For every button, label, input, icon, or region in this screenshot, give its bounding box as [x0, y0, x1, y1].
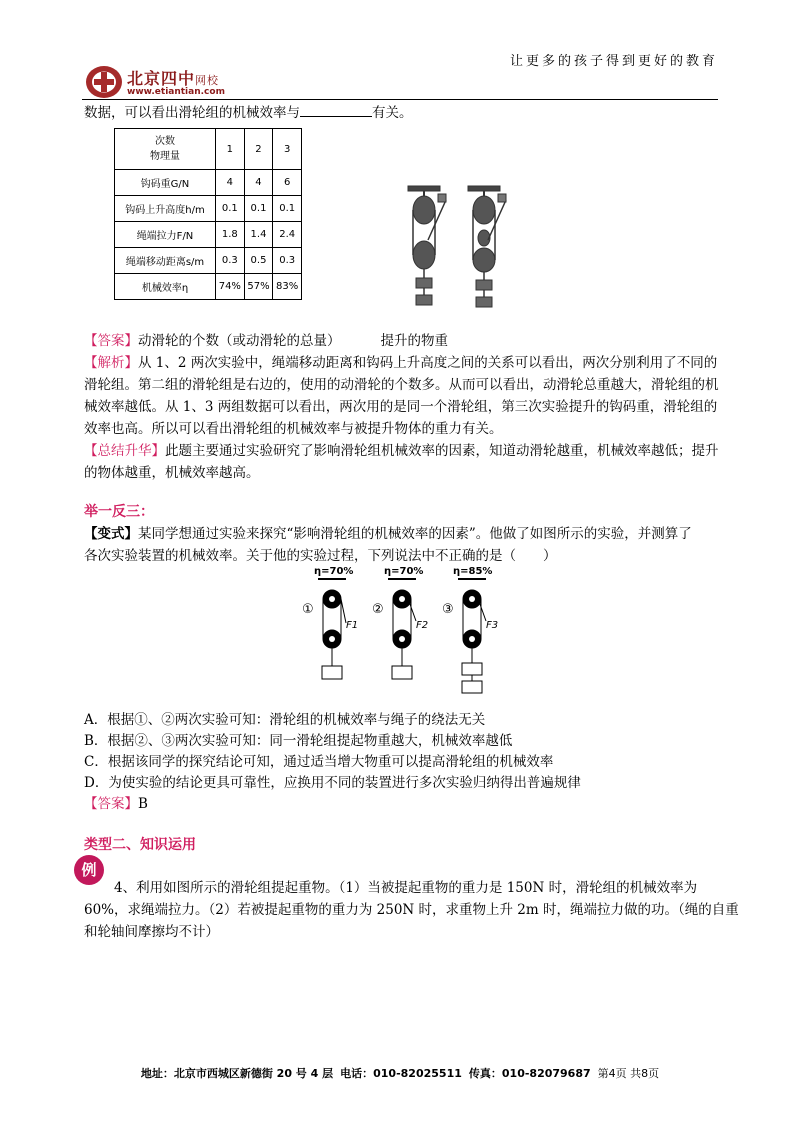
option-a: A．根据①、②两次实验可知：滑轮组的机械效率与绳子的绕法无关 — [84, 712, 486, 728]
question-4-line-3: 和轮轴间摩擦均不计） — [84, 924, 219, 940]
table-row: 钩码重G/N 4 4 6 — [115, 170, 302, 196]
answer-line-2: 【答案】B — [84, 796, 148, 812]
analysis-line-1: 【解析】从 1、2 两次实验中，绳端移动距离和钩码上升高度之间的关系可以看出，两次分别利用了不同的 — [84, 355, 718, 371]
table-row: 钩码上升高度h/m 0.1 0.1 0.1 — [115, 196, 302, 222]
table-row: 绳端移动距离s/m 0.3 0.5 0.3 — [115, 248, 302, 274]
summary-line-2: 的物体越重，机械效率越高。 — [84, 465, 260, 481]
option-c: C．根据该同学的探究结论可知，通过适当增大物重可以提高滑轮组的机械效率 — [84, 754, 554, 770]
setup-number-1: ① — [302, 602, 314, 617]
analysis-line-3: 械效率越低。从 1、3 两组数据可以看出，两次用的是同一个滑轮组，第三次实验提升的钩码重，滑轮组的 — [84, 399, 718, 415]
brand-name: 北京四中网校 — [127, 69, 220, 88]
intro-line: 数据，可以看出滑轮组的机械效率与 有关。 — [84, 105, 413, 121]
efficiency-label-2: η=70% — [384, 566, 424, 577]
section-heading-practice: 举一反三： — [84, 504, 154, 520]
variant-line-2: 各次实验装置的机械效率。关于他的实验过程，下列说法中不正确的是（ ） — [84, 548, 557, 564]
table-col-header: 1 — [216, 129, 245, 170]
setup-number-3: ③ — [442, 602, 454, 617]
school-logo — [84, 64, 124, 100]
brand-url: www.etiantian.com — [127, 87, 225, 97]
summary-line-1: 【总结升华】此题主要通过实验研究了影响滑轮组机械效率的因素，知道动滑轮越重，机械效率越低；提升 — [84, 443, 719, 459]
analysis-line-4: 效率也高。所以可以看出滑轮组的机械效率与被提升物体的重力有关。 — [84, 421, 503, 437]
experiment-table — [114, 128, 302, 300]
table-row: 绳端拉力F/N 1.8 1.4 2.4 — [115, 222, 302, 248]
header-divider — [82, 99, 718, 100]
variant-line-1: 【变式】某同学想通过实验来探究“影响滑轮组的机械效率的因素”。他做了如图所示的实验，并测算了 — [84, 526, 692, 542]
option-d: D．为使实验的结论更具可靠性，应换用不同的装置进行多次实验归纳得出普遍规律 — [84, 775, 581, 791]
section-heading-application: 类型二、知识运用 — [84, 837, 196, 853]
page-footer: 地址：北京市西城区新德街 20 号 4 层 电话：010-82025511 传真：010-82079687 第4页 共8页 — [140, 1067, 660, 1080]
pulley-efficiency-diagram — [296, 563, 516, 698]
question-4-line-2: 60%，求绳端拉力。（2）若被提起重物的重力为 250N 时，求重物上升 2m 时，绳端拉力做的功。（绳的自重 — [84, 902, 739, 918]
pulley-photo-figure — [398, 180, 528, 315]
force-label-1: F1 — [346, 620, 359, 631]
force-label-2: F2 — [416, 620, 429, 631]
example-badge: 例 — [74, 855, 104, 885]
pulley-set-right — [468, 186, 506, 307]
answer-line-1: 【答案】动滑轮的个数（或动滑轮的总量） 提升的物重 — [84, 333, 448, 349]
table-col-header: 3 — [273, 129, 302, 170]
table-col-header: 2 — [244, 129, 273, 170]
efficiency-label-1: η=70% — [314, 566, 354, 577]
answer-blank — [300, 104, 372, 117]
pulley-setup-2 — [372, 566, 428, 679]
table-corner: 次数 物理量 — [115, 129, 216, 170]
pulley-setup-1 — [302, 566, 358, 679]
analysis-line-2: 滑轮组。第二组的滑轮组是右边的，使用的动滑轮的个数多。从而可以看出，动滑轮总重越大，滑轮组的机 — [84, 377, 719, 393]
setup-number-2: ② — [372, 602, 384, 617]
table-row: 机械效率η 74% 57% 83% — [115, 274, 302, 300]
option-b: B．根据②、③两次实验可知：同一滑轮组提起物重越大，机械效率越低 — [84, 733, 513, 749]
pulley-setup-3 — [442, 566, 498, 693]
efficiency-label-3: η=85% — [453, 566, 493, 577]
pulley-set-left — [408, 186, 446, 305]
force-label-3: F3 — [486, 620, 499, 631]
question-4-line-1: 4、利用如图所示的滑轮组提起重物。（1）当被提起重物的重力是 150N 时，滑轮组的机械效率为 — [114, 880, 698, 896]
header-slogan: 让更多的孩子得到更好的教育 — [509, 54, 718, 69]
